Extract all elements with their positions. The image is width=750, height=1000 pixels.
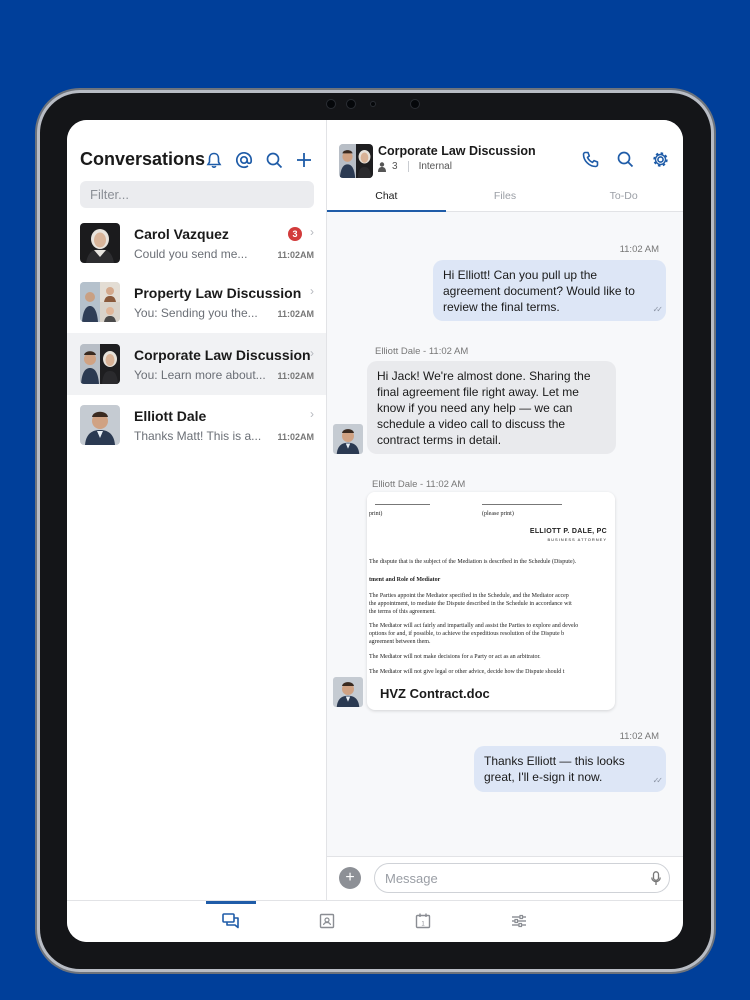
- nav-chat[interactable]: [221, 911, 241, 931]
- chevron-right-icon: ›: [310, 407, 314, 421]
- conversation-item-carol-vazquez[interactable]: [67, 213, 326, 273]
- conversation-name: Elliott Dale: [134, 408, 207, 424]
- tab-chat[interactable]: Chat: [327, 186, 446, 212]
- avatar: [80, 223, 120, 263]
- screen: [67, 120, 683, 942]
- unread-badge: 3: [288, 227, 302, 241]
- attach-button[interactable]: [339, 867, 361, 889]
- chat-settings-button[interactable]: [649, 148, 671, 170]
- message-bubble-outgoing: [433, 260, 666, 321]
- message-timestamp: 11:02 AM: [619, 244, 659, 255]
- new-conversation-button[interactable]: [293, 149, 315, 171]
- message-timestamp: 11:02 AM: [619, 731, 659, 742]
- message-sender: Elliott Dale - 11:02 AM: [372, 479, 466, 490]
- document-brand-sub: BUSINESS ATTORNEY: [547, 537, 607, 542]
- conversation-time: 11:02AM: [277, 250, 314, 260]
- conversation-name: Property Law Discussion: [134, 285, 302, 301]
- mentions-button[interactable]: [233, 149, 255, 171]
- conversation-time: 11:02AM: [277, 371, 314, 381]
- conversation-item-corporate-law[interactable]: [67, 333, 326, 395]
- avatar: [333, 424, 363, 454]
- read-receipt-icon: ✓✓: [652, 305, 660, 314]
- message-text: Hi Elliott! Can you pull up the agreement document? Would like to review the final terms.: [443, 268, 635, 314]
- message-input[interactable]: [374, 863, 670, 893]
- conversation-preview: Thanks Matt! This is a...: [134, 429, 262, 443]
- microphone-icon[interactable]: [651, 871, 661, 886]
- tab-files[interactable]: Files: [493, 190, 517, 202]
- svg-text:1: 1: [421, 921, 425, 928]
- page-title: Conversations: [80, 149, 206, 169]
- message-composer: [327, 856, 683, 900]
- document-preview: print) (please print) ELLIOTT P. DALE, PC BUSINESS ATTORNEY The dispute that is the subject of the Mediation is described in the Schedule (Dispute). tment and Role of Mediator The Parties appoint the Mediator specified in the Schedule, and the Mediator accep the appointment, to mediate the Dispute described in the Schedule in accordance wit the terms of this agreement. The Mediator will act fairly and impartially and assist the Parties to explore and develo options for and, if possible, to achieve the expeditious resolution of the Dispute b agreement between them. The Mediator will not make decisions for a Party or act as an arbitrator. The Mediator will not give legal or other advice, decide how the Dispute should t: [367, 492, 615, 680]
- tab-to-do[interactable]: To-Do: [609, 190, 638, 202]
- chat-tabs: [327, 186, 683, 212]
- conversation-name: Corporate Law Discussion: [134, 347, 311, 363]
- document-brand: ELLIOTT P. DALE, PC: [529, 528, 607, 535]
- chevron-right-icon: ›: [310, 346, 314, 360]
- nav-contacts[interactable]: [317, 911, 337, 931]
- conversation-time: 11:02AM: [277, 309, 314, 319]
- search-icon: [266, 152, 283, 169]
- contacts-icon: [319, 913, 335, 929]
- bottom-navigation: [67, 900, 683, 942]
- group-avatar: [80, 282, 120, 322]
- notifications-button[interactable]: [203, 149, 225, 171]
- chat-meta: [378, 161, 452, 172]
- nav-settings[interactable]: [509, 911, 529, 931]
- avatar: [333, 677, 363, 707]
- message-text: Hi Jack! We're almost done. Sharing the final agreement file right away. Let me know if you need any help — we can schedule a video call to discuss the contract terms in detail.: [377, 369, 591, 447]
- conversation-item-elliott-dale[interactable]: [67, 395, 326, 455]
- conversation-list: [67, 213, 326, 455]
- conversation-time: 11:02AM: [277, 432, 314, 442]
- message-bubble-incoming: [367, 361, 616, 454]
- search-button[interactable]: [263, 149, 285, 171]
- conversation-sidebar: [67, 120, 326, 900]
- plus-icon: [296, 152, 312, 168]
- conversation-name: Carol Vazquez: [134, 226, 229, 242]
- chat-title: Corporate Law Discussion: [378, 144, 536, 158]
- message-bubble-outgoing: [474, 746, 666, 792]
- member-count: 3: [392, 161, 398, 172]
- call-button[interactable]: [579, 148, 601, 170]
- filter-input[interactable]: [80, 181, 314, 208]
- conversation-item-property-law[interactable]: [67, 273, 326, 333]
- chevron-right-icon: ›: [310, 284, 314, 298]
- person-icon: [378, 162, 386, 172]
- file-name: HVZ Contract.doc: [380, 686, 490, 701]
- search-icon: [617, 151, 634, 168]
- calendar-icon: [415, 913, 431, 929]
- gear-icon: [652, 151, 669, 168]
- group-avatar: [339, 144, 373, 178]
- at-icon: [235, 151, 253, 169]
- chat-bubbles-icon: [222, 913, 240, 929]
- conversation-preview: You: Learn more about...: [134, 368, 266, 382]
- nav-calendar[interactable]: [413, 911, 433, 931]
- chat-header: [327, 120, 683, 212]
- group-avatar: [80, 344, 120, 384]
- file-attachment[interactable]: [367, 492, 615, 710]
- bell-icon: [206, 152, 222, 169]
- phone-icon: [582, 151, 599, 168]
- message-text: Thanks Elliott — this looks great, I'll e-sign it now.: [484, 754, 625, 784]
- avatar: [80, 405, 120, 445]
- sliders-icon: [511, 913, 527, 929]
- message-sender: Elliott Dale - 11:02 AM: [375, 346, 469, 357]
- read-receipt-icon: ✓✓: [652, 776, 660, 785]
- chat-type: Internal: [418, 161, 452, 172]
- plus-icon: +: [345, 869, 355, 886]
- active-tab-indicator: [206, 901, 256, 904]
- conversation-preview: You: Sending you the...: [134, 306, 258, 320]
- chat-pane: [327, 120, 683, 900]
- conversation-preview: Could you send me...: [134, 247, 248, 261]
- chevron-right-icon: ›: [310, 225, 314, 239]
- chat-search-button[interactable]: [614, 148, 636, 170]
